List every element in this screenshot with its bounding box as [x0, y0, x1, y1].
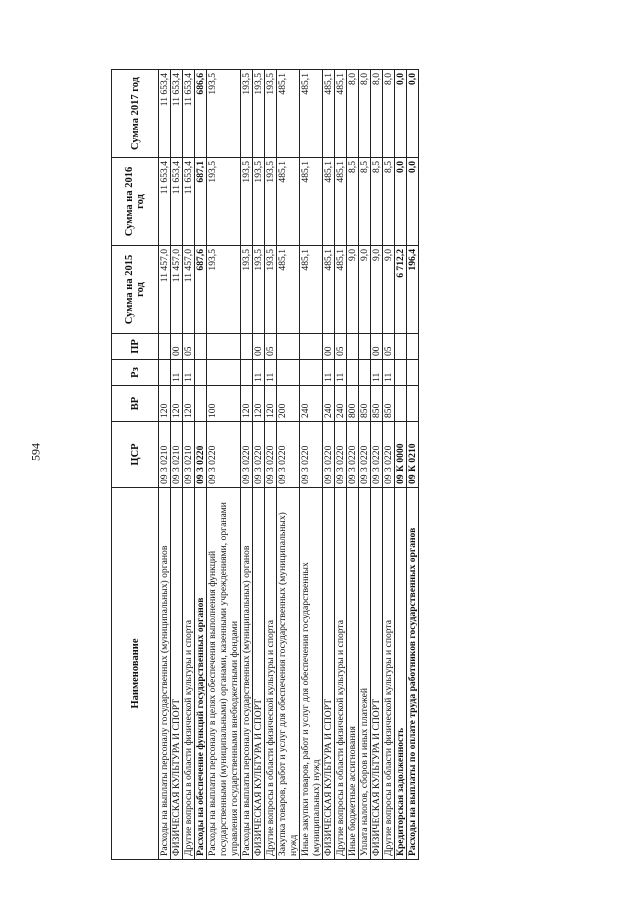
row-name: Кредиторская задолженность: [395, 488, 407, 860]
row-csr: 09 3 0220: [277, 422, 300, 488]
row-rz: [300, 360, 323, 386]
row-vr: 200: [277, 386, 300, 422]
table-row: [395, 70, 407, 860]
row-sum-2017: 11 653,4: [171, 70, 183, 158]
row-rz: 11: [383, 360, 395, 386]
budget-table: [111, 69, 419, 860]
row-sum-2015: 193,5: [253, 246, 265, 334]
row-sum-2016: 8,5: [383, 158, 395, 246]
row-pr: 00: [371, 334, 383, 360]
row-sum-2016: 8,5: [371, 158, 383, 246]
row-pr: [347, 334, 359, 360]
row-csr: 09 К 0210: [407, 422, 419, 488]
table-row: [277, 70, 300, 860]
row-name: Иные закупки товаров, работ и услуг для обеспечения государственных (муниципальных) нужд: [300, 488, 323, 860]
row-name: Расходы на выплаты по оплате труда работников государственных органов: [407, 488, 419, 860]
row-sum-2015: 11 457,0: [183, 246, 195, 334]
row-pr: [395, 334, 407, 360]
row-sum-2015: 11 457,0: [171, 246, 183, 334]
row-rz: [159, 360, 171, 386]
row-sum-2016: 0,0: [407, 158, 419, 246]
row-csr: 09 3 0220: [323, 422, 335, 488]
row-csr: 09 3 0220: [371, 422, 383, 488]
row-sum-2017: 11 653,4: [183, 70, 195, 158]
row-vr: 120: [241, 386, 253, 422]
row-name: Уплата налогов, сборов и иных платежей: [359, 488, 371, 860]
row-sum-2015: 193,5: [265, 246, 277, 334]
row-sum-2016: 11 653,4: [171, 158, 183, 246]
row-sum-2017: 485,1: [323, 70, 335, 158]
row-sum-2016: 485,1: [300, 158, 323, 246]
row-sum-2017: 8,0: [371, 70, 383, 158]
row-sum-2017: 193,5: [253, 70, 265, 158]
table-row: [323, 70, 335, 860]
row-rz: [277, 360, 300, 386]
row-sum-2015: 9,0: [359, 246, 371, 334]
row-pr: [300, 334, 323, 360]
row-sum-2015: 9,0: [383, 246, 395, 334]
row-name: Другие вопросы в области физической культуры и спорта: [183, 488, 195, 860]
row-rz: [395, 360, 407, 386]
table-header-row: [112, 70, 159, 860]
table-row: [359, 70, 371, 860]
table-row: [241, 70, 253, 860]
header-rz: Рз: [112, 360, 159, 386]
row-sum-2017: 485,1: [335, 70, 347, 158]
row-csr: 09 3 0220: [265, 422, 277, 488]
header-pr: ПР: [112, 334, 159, 360]
row-csr: 09 3 0210: [171, 422, 183, 488]
row-pr: [359, 334, 371, 360]
row-rz: [207, 360, 241, 386]
row-sum-2017: 485,1: [277, 70, 300, 158]
row-sum-2015: 485,1: [277, 246, 300, 334]
header-csr: ЦСР: [112, 422, 159, 488]
row-name: ФИЗИЧЕСКАЯ КУЛЬТУРА И СПОРТ: [323, 488, 335, 860]
row-csr: 09 К 0000: [395, 422, 407, 488]
table-row: [335, 70, 347, 860]
row-vr: 120: [171, 386, 183, 422]
row-name: Расходы на обеспечение функций государственных органов: [195, 488, 207, 860]
table-row: [371, 70, 383, 860]
row-name: Расходы на выплаты персоналу государственных (муниципальных) органов: [159, 488, 171, 860]
row-vr: 120: [253, 386, 265, 422]
row-name: ФИЗИЧЕСКАЯ КУЛЬТУРА И СПОРТ: [371, 488, 383, 860]
row-name: Расходы на выплаты персоналу государственных (муниципальных) органов: [241, 488, 253, 860]
row-name: ФИЗИЧЕСКАЯ КУЛЬТУРА И СПОРТ: [253, 488, 265, 860]
row-rz: [359, 360, 371, 386]
row-vr: 120: [265, 386, 277, 422]
row-sum-2016: 193,5: [241, 158, 253, 246]
row-pr: 00: [253, 334, 265, 360]
table-row: [407, 70, 419, 860]
row-sum-2017: 11 653,4: [159, 70, 171, 158]
row-pr: [159, 334, 171, 360]
row-name: Закупка товаров, работ и услуг для обеспечения государственных (муниципальных) нужд: [277, 488, 300, 860]
row-vr: 120: [183, 386, 195, 422]
row-sum-2016: 8,5: [347, 158, 359, 246]
table-row: [253, 70, 265, 860]
row-sum-2017: 8,0: [347, 70, 359, 158]
table-row: [265, 70, 277, 860]
row-csr: 09 3 0220: [383, 422, 395, 488]
row-sum-2017: 8,0: [383, 70, 395, 158]
row-sum-2015: 485,1: [300, 246, 323, 334]
row-pr: 05: [265, 334, 277, 360]
row-sum-2017: 0,0: [407, 70, 419, 158]
row-pr: [195, 334, 207, 360]
row-pr: [407, 334, 419, 360]
row-sum-2015: 687,6: [195, 246, 207, 334]
row-rz: 11: [265, 360, 277, 386]
row-name: Иные бюджетные ассигнования: [347, 488, 359, 860]
table-row: [183, 70, 195, 860]
row-vr: 240: [335, 386, 347, 422]
row-sum-2015: 9,0: [371, 246, 383, 334]
table-body: [159, 70, 419, 860]
row-vr: 120: [159, 386, 171, 422]
row-name: Другие вопросы в области физической культуры и спорта: [265, 488, 277, 860]
row-sum-2016: 193,5: [265, 158, 277, 246]
row-sum-2017: 8,0: [359, 70, 371, 158]
row-sum-2016: 485,1: [323, 158, 335, 246]
row-csr: 09 3 0210: [159, 422, 171, 488]
row-pr: 00: [323, 334, 335, 360]
row-csr: 09 3 0220: [195, 422, 207, 488]
row-vr: [407, 386, 419, 422]
row-sum-2016: 0,0: [395, 158, 407, 246]
row-csr: 09 3 0220: [335, 422, 347, 488]
row-sum-2016: 687,1: [195, 158, 207, 246]
row-pr: 05: [183, 334, 195, 360]
row-vr: 100: [207, 386, 241, 422]
row-rz: 11: [183, 360, 195, 386]
row-pr: 00: [171, 334, 183, 360]
row-vr: 240: [300, 386, 323, 422]
row-rz: 11: [253, 360, 265, 386]
header-sum-2015: Сумма на 2015 год: [112, 246, 159, 334]
row-sum-2015: 193,5: [207, 246, 241, 334]
row-sum-2015: 11 457,0: [159, 246, 171, 334]
row-pr: 05: [383, 334, 395, 360]
table-row: [207, 70, 241, 860]
table-row: [383, 70, 395, 860]
row-sum-2016: 8,5: [359, 158, 371, 246]
table-row: [171, 70, 183, 860]
row-name: Расходы на выплаты персоналу в целях обеспечения выполнения функций государственными (муниципальными) органами, казенными учреждениями, органами управления государственными внебюджетными фондами: [207, 488, 241, 860]
row-sum-2016: 485,1: [277, 158, 300, 246]
header-sum-2017: Сумма 2017 год: [112, 70, 159, 158]
row-sum-2016: 11 653,4: [159, 158, 171, 246]
row-rz: [241, 360, 253, 386]
row-vr: 800: [347, 386, 359, 422]
row-vr: 850: [383, 386, 395, 422]
row-rz: 11: [323, 360, 335, 386]
row-sum-2016: 485,1: [335, 158, 347, 246]
row-sum-2015: 193,5: [241, 246, 253, 334]
row-csr: 09 3 0220: [359, 422, 371, 488]
row-sum-2017: 193,5: [207, 70, 241, 158]
row-vr: 240: [323, 386, 335, 422]
row-rz: 11: [371, 360, 383, 386]
row-csr: 09 3 0220: [347, 422, 359, 488]
row-sum-2017: 193,5: [241, 70, 253, 158]
row-csr: 09 3 0220: [241, 422, 253, 488]
row-sum-2015: 9,0: [347, 246, 359, 334]
row-name: Другие вопросы в области физической культуры и спорта: [335, 488, 347, 860]
row-csr: 09 3 0210: [183, 422, 195, 488]
row-sum-2016: 11 653,4: [183, 158, 195, 246]
table-row: [159, 70, 171, 860]
row-pr: 05: [335, 334, 347, 360]
row-rz: [407, 360, 419, 386]
row-sum-2017: 193,5: [265, 70, 277, 158]
row-csr: 09 3 0220: [300, 422, 323, 488]
row-sum-2016: 193,5: [253, 158, 265, 246]
page-number: 594: [28, 443, 43, 461]
row-sum-2015: 196,4: [407, 246, 419, 334]
row-csr: 09 3 0220: [253, 422, 265, 488]
row-vr: [195, 386, 207, 422]
row-sum-2015: 485,1: [335, 246, 347, 334]
row-sum-2017: 485,1: [300, 70, 323, 158]
row-pr: [241, 334, 253, 360]
row-pr: [277, 334, 300, 360]
row-csr: 09 3 0220: [207, 422, 241, 488]
row-sum-2015: 6 712,2: [395, 246, 407, 334]
row-vr: 850: [359, 386, 371, 422]
budget-table-container: [111, 70, 529, 860]
row-vr: [395, 386, 407, 422]
header-sum-2016: Сумма на 2016 год: [112, 158, 159, 246]
row-name: ФИЗИЧЕСКАЯ КУЛЬТУРА И СПОРТ: [171, 488, 183, 860]
row-rz: [347, 360, 359, 386]
row-sum-2015: 485,1: [323, 246, 335, 334]
row-sum-2017: 0,0: [395, 70, 407, 158]
row-vr: 850: [371, 386, 383, 422]
row-pr: [207, 334, 241, 360]
row-rz: 11: [335, 360, 347, 386]
table-row: [300, 70, 323, 860]
header-name: Наименование: [112, 488, 159, 860]
table-row: [195, 70, 207, 860]
row-rz: 11: [171, 360, 183, 386]
row-sum-2017: 686,6: [195, 70, 207, 158]
header-vr: ВР: [112, 386, 159, 422]
row-name: Другие вопросы в области физической культуры и спорта: [383, 488, 395, 860]
table-row: [347, 70, 359, 860]
row-rz: [195, 360, 207, 386]
row-sum-2016: 193,5: [207, 158, 241, 246]
